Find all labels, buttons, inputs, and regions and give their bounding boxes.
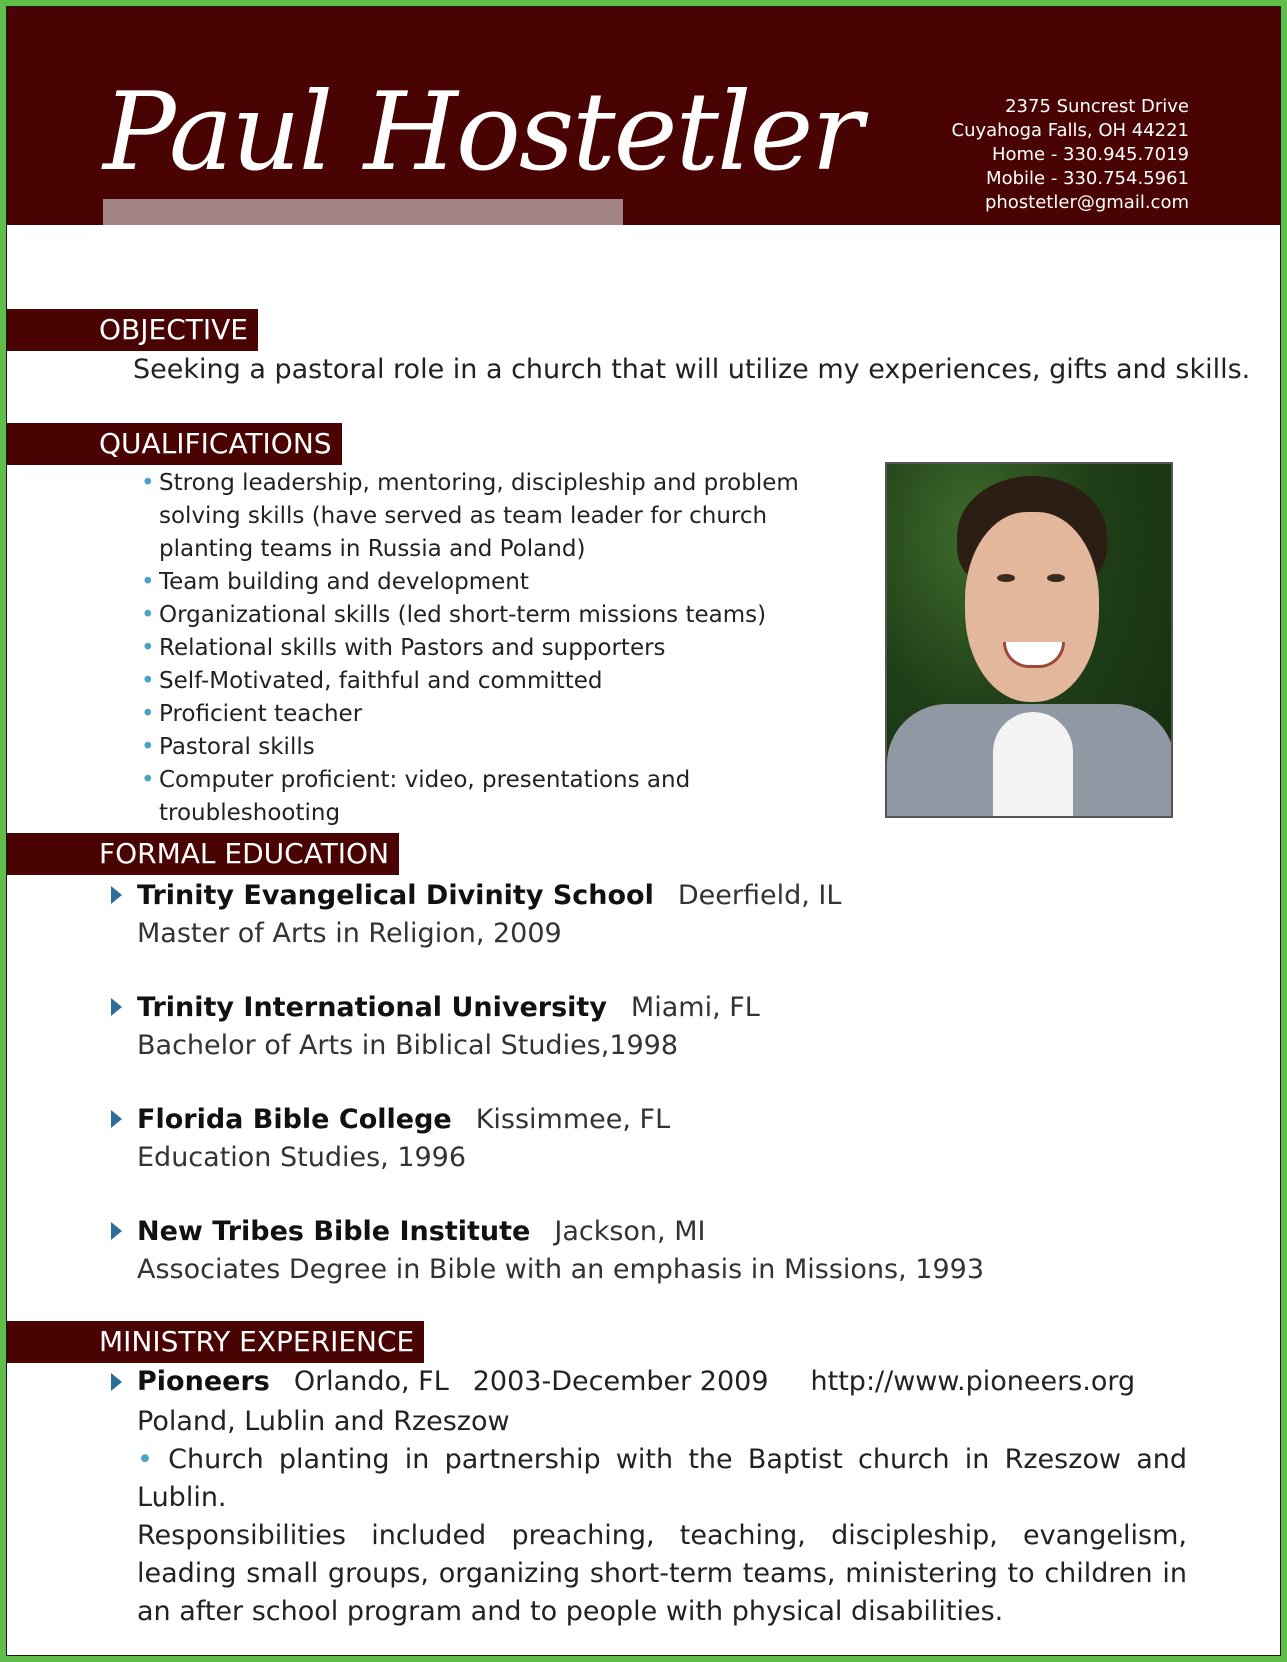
degree: Master of Arts in Religion, 2009 [137,918,562,949]
bullet-icon: • [137,1444,169,1475]
ministry-url[interactable]: http://www.pioneers.org [810,1366,1136,1397]
objective-text: Seeking a pastoral role in a church that will utilize my experiences, gifts and skills. [133,354,1251,385]
home-phone: Home - 330.945.7019 [991,144,1189,165]
degree: Associates Degree in Bible with an emphasis in Missions, 1993 [137,1254,985,1285]
name-underline [103,199,623,225]
section-heading-education: FORMAL EDUCATION [7,833,399,875]
school-location: Kissimmee, FL [475,1104,671,1135]
bullet-icon: • [141,701,155,727]
list-item: • Team building and development [135,566,835,599]
school-location: Miami, FL [630,992,760,1023]
ministry-bullet: • Church planting in partnership with the Baptist church in Rzeszow and Lublin. [137,1444,1187,1513]
school-name: New Tribes Bible Institute [137,1216,531,1247]
bullet-icon: • [141,668,155,694]
ministry-dates: 2003-December 2009 [472,1366,769,1397]
email: phostetler@gmail.com [984,192,1189,213]
arrow-bullet-icon [111,886,122,904]
ministry-org: Pioneers [137,1366,270,1397]
page-border [6,6,1281,1656]
list-item: • Proficient teacher [135,698,835,731]
mobile-phone: Mobile - 330.754.5961 [986,168,1189,189]
arrow-bullet-icon [111,1222,122,1240]
bullet-icon: • [141,635,155,661]
school-name: Trinity Evangelical Divinity School [137,880,654,911]
ministry-place: Poland, Lublin and Rzeszow [137,1406,510,1437]
resume-page [7,7,1280,1655]
ministry-responsibilities: Responsibilities included preaching, teaching, discipleship, evangelism, leading small groups, organizing short-term teams, ministering to children in an after school program and to people with physical disabilities. [137,1520,1187,1627]
address-line-2: Cuyahoga Falls, OH 44221 [951,120,1189,141]
profile-photo [885,462,1173,818]
bullet-icon: • [141,734,155,760]
arrow-bullet-icon [111,998,122,1016]
header-band [7,7,1280,225]
school-location: Jackson, MI [554,1216,706,1247]
ministry-location: Orlando, FL [293,1366,449,1397]
section-heading-qualifications: QUALIFICATIONS [7,423,342,465]
ministry-description [137,1403,1187,1631]
list-item: • Self-Motivated, faithful and committed [135,665,835,698]
arrow-bullet-icon [111,1110,122,1128]
school-location: Deerfield, IL [677,880,842,911]
list-item: • Organizational skills (led short-term missions teams) [135,599,835,632]
bullet-icon: • [141,602,155,628]
school-name: Florida Bible College [137,1104,452,1135]
school-name: Trinity International University [137,992,607,1023]
contact-block [952,95,1190,215]
list-item: • Relational skills with Pastors and supporters [135,632,835,665]
address-line-1: 2375 Suncrest Drive [1005,96,1189,117]
arrow-bullet-icon [111,1373,122,1391]
degree: Bachelor of Arts in Biblical Studies,1998 [137,1030,679,1061]
list-item: • Strong leadership, mentoring, discipleship and problem solving skills (have served as team leader for church planting teams in Russia and Poland) [135,467,835,566]
section-heading-ministry: MINISTRY EXPERIENCE [7,1321,424,1363]
bullet-icon: • [141,470,155,496]
list-item: • Computer proficient: video, presentations and troubleshooting [135,764,835,830]
bullet-icon: • [141,569,155,595]
bullet-icon: • [141,767,155,793]
list-item: • Pastoral skills [135,731,835,764]
applicant-name: Paul Hostetler [103,70,862,195]
section-heading-objective: OBJECTIVE [7,309,258,351]
qualifications-list [135,467,835,830]
ministry-header-line [137,1365,1135,1399]
degree: Education Studies, 1996 [137,1142,467,1173]
